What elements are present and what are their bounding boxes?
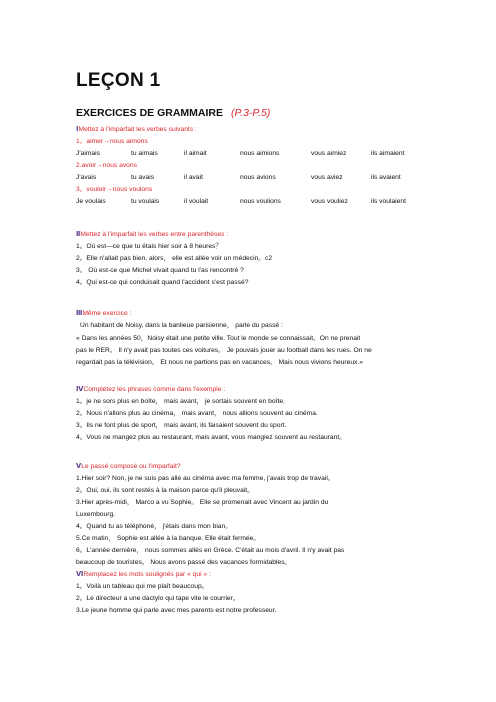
conj-cell: tu avais (131, 174, 155, 181)
subtitle-text: EXERCICES DE GRAMMAIRE (76, 107, 224, 119)
verb-label: 1。aimer→nous aimons (76, 138, 148, 145)
conj-cell: nous aimions (240, 150, 280, 157)
exercise-item: 3.Le jeune homme qui parle avec mes parents est notre professeur. (76, 607, 277, 614)
exercise-item: 4。Vous ne mangez plus au restaurant, mais avant, vous mangiez souvent au restaurant。 (76, 434, 346, 441)
roman-numeral: Ⅰ (76, 126, 79, 133)
conj-cell: nous avions (240, 174, 276, 181)
exercise-instruction: Complétez les phrases comme dans l'exemple : (83, 386, 226, 393)
paragraph-line: pas le RER。 Il n'y avait pas toutes ces voitures。 Je pouvais jouer au football dans les rues. On ne (76, 347, 372, 354)
exercise-6-header (76, 570, 420, 579)
lesson-title: LEÇON 1 (76, 70, 161, 91)
exercise-2-header (76, 230, 420, 239)
conj-cell: nous voulions (240, 198, 281, 205)
conj-cell: il aimait (184, 150, 207, 157)
paragraph-line: Un habitant de Noisy, dans la banlieue parisienne， parle du passé : (80, 322, 283, 329)
exercise-item: 2。Elle n'allait pas bien, alors， elle est allée voir un médecin。c2 (76, 255, 273, 262)
exercise-item: 2。Nous n'allons plus au cinéma， mais avant， nous allions souvent au cinéma. (76, 410, 318, 417)
conj-cell: il voulait (184, 198, 209, 205)
conj-cell: tu aimais (131, 150, 158, 157)
conj-cell: ils avaient (371, 174, 401, 181)
roman-numeral: Ⅲ (76, 310, 83, 317)
subtitle-pages: (P.3-P.5) (231, 107, 271, 119)
exercise-item: 5.Ce matin， Sophie est allée à la banque. Elle était fermée。 (76, 535, 261, 542)
conj-cell: vous aimiez (311, 150, 347, 157)
exercise-4-header (76, 385, 420, 394)
exercise-item: 1。Où est—ce que tu étais hier soir à 8 heures？ (76, 243, 223, 250)
verb-label: 3。vouloir→nous voulons (76, 186, 153, 193)
exercise-item-continued: beaucoup de touristes。 Nous avons passé des vacances formidables。 (76, 559, 292, 566)
roman-numeral: Ⅳ (76, 386, 84, 393)
conj-cell: J'avais (76, 174, 97, 181)
conjugation-row (76, 173, 420, 182)
exercise-instruction: Mettez à l'imparfait les verbes suivants : (78, 126, 197, 133)
roman-numeral: Ⅴ (76, 463, 82, 470)
roman-numeral: Ⅱ (76, 231, 81, 238)
paragraph-line: regardait pas la télévision。 Et nous ne partions pas en vacances。 Mais nous vivions heureux.» (76, 359, 363, 366)
exercise-item-continued: Luxembourg. (76, 511, 116, 518)
conj-cell: Je voulais (76, 198, 106, 205)
exercise-item: 2。Oui, oui, ils sont restés à la maison parce qu'il pleuvait。 (76, 487, 254, 494)
exercise-5-header (76, 462, 420, 471)
exercise-item: 4。Qui est-ce qui conduisait quand l'accident s'est passé? (76, 279, 249, 286)
exercise-item: 1。je ne sors plus en boîte， mais avant， je sortais souvent en boîte. (76, 398, 285, 405)
verb-label: 2.avoir→nous avons (76, 162, 137, 169)
exercise-item: 3.Hier après-midi， Marco a vu Sophie。 Elle se promenait avec Vincent au jardin du (76, 499, 329, 506)
exercise-instruction: Mettez à l'imparfait les verbes entre parenthèses : (80, 231, 229, 238)
exercise-item: 4。Quand tu as téléphoné， j'étais dans mon bian。 (76, 523, 232, 530)
conj-cell: vous aviez (311, 174, 343, 181)
conj-cell: J'aimais (76, 150, 100, 157)
conj-cell: ils voulaient (371, 198, 406, 205)
roman-numeral: Ⅵ (76, 571, 84, 578)
paragraph-line: « Dans les années 50，Noisy était une petite ville. Tout le monde se connaissait。On ne prenait (76, 335, 361, 342)
conj-cell: il avait (184, 174, 203, 181)
exercise-3-header (76, 309, 420, 318)
conj-cell: ils aimaient (371, 150, 405, 157)
exercise-instruction: Même exercice : (82, 310, 132, 317)
exercise-item: 6。L'année dernière， nous sommes allés en Grèce. C'était au mois d'avril. Il n'y avait pas (76, 547, 345, 554)
exercise-1-header (76, 125, 420, 134)
exercise-item: 2。Le directeur a une dactylo qui tape vite le courrier。 (76, 595, 240, 602)
exercise-instruction: Remplacez les mots soulignés par « qui » : (83, 571, 211, 578)
conjugation-row (76, 149, 420, 158)
conj-cell: tu voulais (131, 198, 160, 205)
exercise-item: 3。Ils ne font plus de sport， mais avant, ils faisaient souvent du sport. (76, 422, 287, 429)
exercise-item: 1.Hier soir? Non, je ne suis pas allé au cinéma avec ma femme, j'avais trop de travail。 (76, 475, 335, 482)
conj-cell: vous vouliez (311, 198, 348, 205)
conjugation-row (76, 197, 420, 206)
exercise-item: 3。 Où est-ce que Michel vivait quand tu l'as rencontré ? (76, 267, 244, 274)
section-subtitle (76, 107, 270, 119)
exercise-instruction: Le passé composé ou l'imparfait? (81, 463, 181, 470)
exercise-item: 1。Voilà un tableau qui me plaît beaucoup。 (76, 583, 209, 590)
